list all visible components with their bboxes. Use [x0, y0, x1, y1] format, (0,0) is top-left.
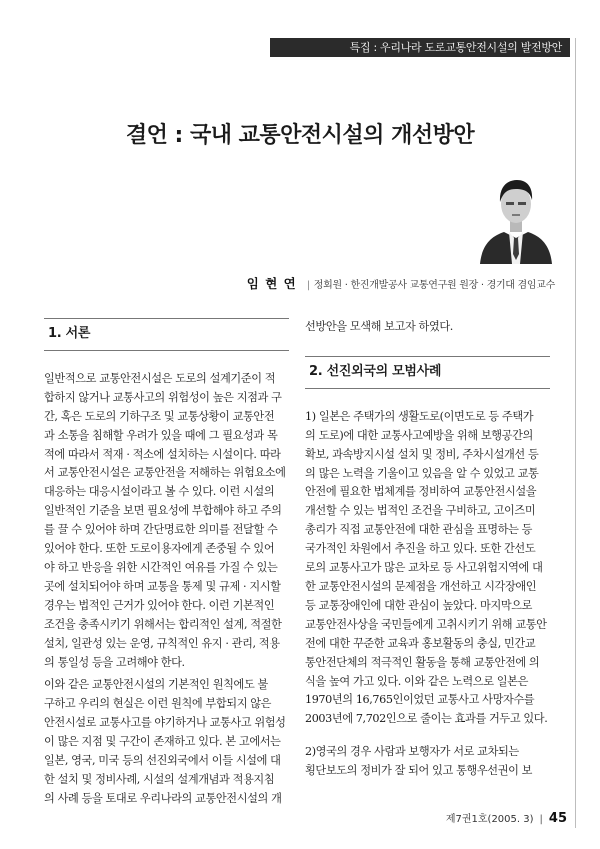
- text-line: 로의 교통사고가 많은 교차로 등 사고위험지역에 대: [305, 561, 543, 575]
- text-line: 서 교통안전시설은 교통안전을 저해하는 위험요소에: [44, 466, 286, 480]
- text-line: 안전에 필요한 법체계를 정비하여 교통안전시설을: [305, 485, 537, 499]
- article-title: 결언 : 국내 교통안전시설의 개선방안: [125, 123, 475, 148]
- text-line: 합하지 않거나 교통사고의 위험성이 높은 지점과 구: [44, 390, 282, 404]
- text-line: 이와 같은 교통안전시설의 기본적인 원칙에도 불: [44, 678, 268, 692]
- page-number: 45: [548, 811, 567, 826]
- text-line: 1) 일본은 주택가의 생활도로(이면도로 등 주택가: [305, 409, 534, 423]
- text-line: 의 통일성 등을 고려해야 한다.: [44, 655, 185, 669]
- section-banner: 특집 : 우리나라 도로교통안전시설의 발전방안: [270, 38, 570, 57]
- text-line: 안전시설로 교통사고를 야기하거나 교통사고 위험성: [44, 716, 286, 730]
- issue-label: 제7권1호(2005. 3): [445, 814, 534, 825]
- text-line: 구하고 우리의 현실은 이런 원칙에 부합되지 않은: [44, 697, 272, 711]
- text-line: 경우는 법적인 근거가 있어야 한다. 이런 기본적인: [44, 598, 275, 612]
- author-byline: [0, 274, 555, 292]
- text-line: 전에 대한 꾸준한 교육과 홍보활동의 충실, 민간교: [305, 636, 536, 650]
- text-line: 과 소통을 침해할 우려가 있을 때에 그 필요성과 목: [44, 428, 278, 442]
- text-line: 개선할 수 있는 법적인 조건을 구비하고, 고이즈미: [305, 504, 536, 518]
- text-line: 를 끌 수 있어야 하며 간단명료한 의미를 전달할 수: [44, 523, 278, 537]
- text-line: 있어야 한다. 또한 도로이용자에게 존중될 수 있어: [44, 542, 275, 556]
- text-line: 횡단보도의 정비가 잘 되어 있고 통행우선권이 보: [305, 764, 533, 778]
- text-line: 이 많은 지점 및 구간이 존재하고 있다. 본 고에서는: [44, 735, 281, 749]
- text-line: 곳에 설치되어야 하며 교통을 통제 및 규제 · 지시할: [44, 579, 281, 593]
- text-line: 의 많은 노력을 기울이고 있음을 알 수 있었고 교통: [305, 466, 539, 480]
- text-line: 일반적으로 교통안전시설은 도로의 설계기준이 적: [44, 371, 276, 385]
- text-line: 교통안전사상을 국민들에게 고취시키기 위해 교통안: [305, 617, 547, 631]
- uk-paragraph: [305, 743, 550, 781]
- text-line: 한 교통안전시설의 문제점을 개선하고 시각장애인: [305, 579, 537, 593]
- author-affiliation: 정회원 · 한진개발공사 교통연구원 원장 · 경기대 겸임교수: [313, 280, 555, 291]
- text-line: 의 사례 등을 토대로 우리나라의 교통안전시설의 개: [44, 791, 282, 805]
- footer-separator: |: [539, 814, 543, 825]
- text-line: 식을 높여 가고 있다. 이와 같은 노력으로 일본은: [305, 674, 528, 688]
- text-line: 조건을 충족시키기 위해서는 합리적인 설계, 적절한: [44, 617, 282, 631]
- section-heading-cases: 2. 선진외국의 모범사례: [309, 363, 442, 379]
- text-line: 일반적인 기준을 보면 필요성에 부합해야 하고 주의: [44, 504, 282, 518]
- left-column: [44, 318, 289, 809]
- intro-paragraph-2: [44, 676, 289, 808]
- text-line: 등 교통장애인에 대한 관심이 높았다. 마지막으로: [305, 598, 533, 612]
- text-line: 간, 혹은 도로의 기하구조 및 교통상황이 교통안전: [44, 409, 275, 423]
- section-heading-intro: 1. 서론: [48, 326, 91, 341]
- text-line: 총리가 직접 교통안전에 대한 관심을 표명하는 등: [305, 523, 533, 537]
- text-line: 통안전단체의 적극적인 활동을 통해 교통안전에 의: [305, 655, 540, 669]
- author-name: 임 현 연: [246, 276, 297, 291]
- intro-paragraph-1: [44, 370, 289, 673]
- text-line: 확보, 과속방지시설 설치 및 정비, 주차시설개선 등: [305, 447, 539, 461]
- text-line: 의 도로)에 대한 교통사고예방을 위해 보행공간의: [305, 428, 533, 442]
- text-line: 대응하는 대응시설이라고 볼 수 있다. 이런 시설의: [44, 485, 275, 499]
- text-line: 적에 따라서 적재 · 적소에 설치하는 시설이다. 따라: [44, 447, 281, 461]
- text-line: 일본, 영국, 미국 등의 선진외국에서 이들 시설에 대: [44, 754, 281, 768]
- byline-divider: |: [306, 280, 310, 291]
- page-footer: [0, 810, 567, 826]
- japan-paragraph: [305, 408, 550, 729]
- text-line: 야 하고 반응을 위한 시간적인 여유를 가질 수 있는: [44, 560, 278, 574]
- author-photo: [476, 166, 556, 264]
- text-line: 2)영국의 경우 사람과 보행자가 서로 교차되는: [305, 745, 519, 759]
- text-line: 1970년의 16,765인이었던 교통사고 사망자수를: [305, 693, 535, 707]
- text-line: 2003년에 7,702인으로 줄이는 효과를 거두고 있다.: [305, 712, 548, 726]
- right-column: [305, 318, 550, 781]
- text-line: 국가적인 차원에서 추진을 하고 있다. 또한 간선도: [305, 542, 536, 556]
- page-edge-line: [575, 38, 576, 828]
- intro-continuation: 선방안을 모색해 보고자 하였다.: [305, 320, 453, 333]
- text-line: 설치, 일관성 있는 운영, 규칙적인 유지 · 관리, 적용: [44, 636, 280, 650]
- text-line: 한 설치 및 정비사례, 시설의 설계개념과 적용지침: [44, 772, 275, 786]
